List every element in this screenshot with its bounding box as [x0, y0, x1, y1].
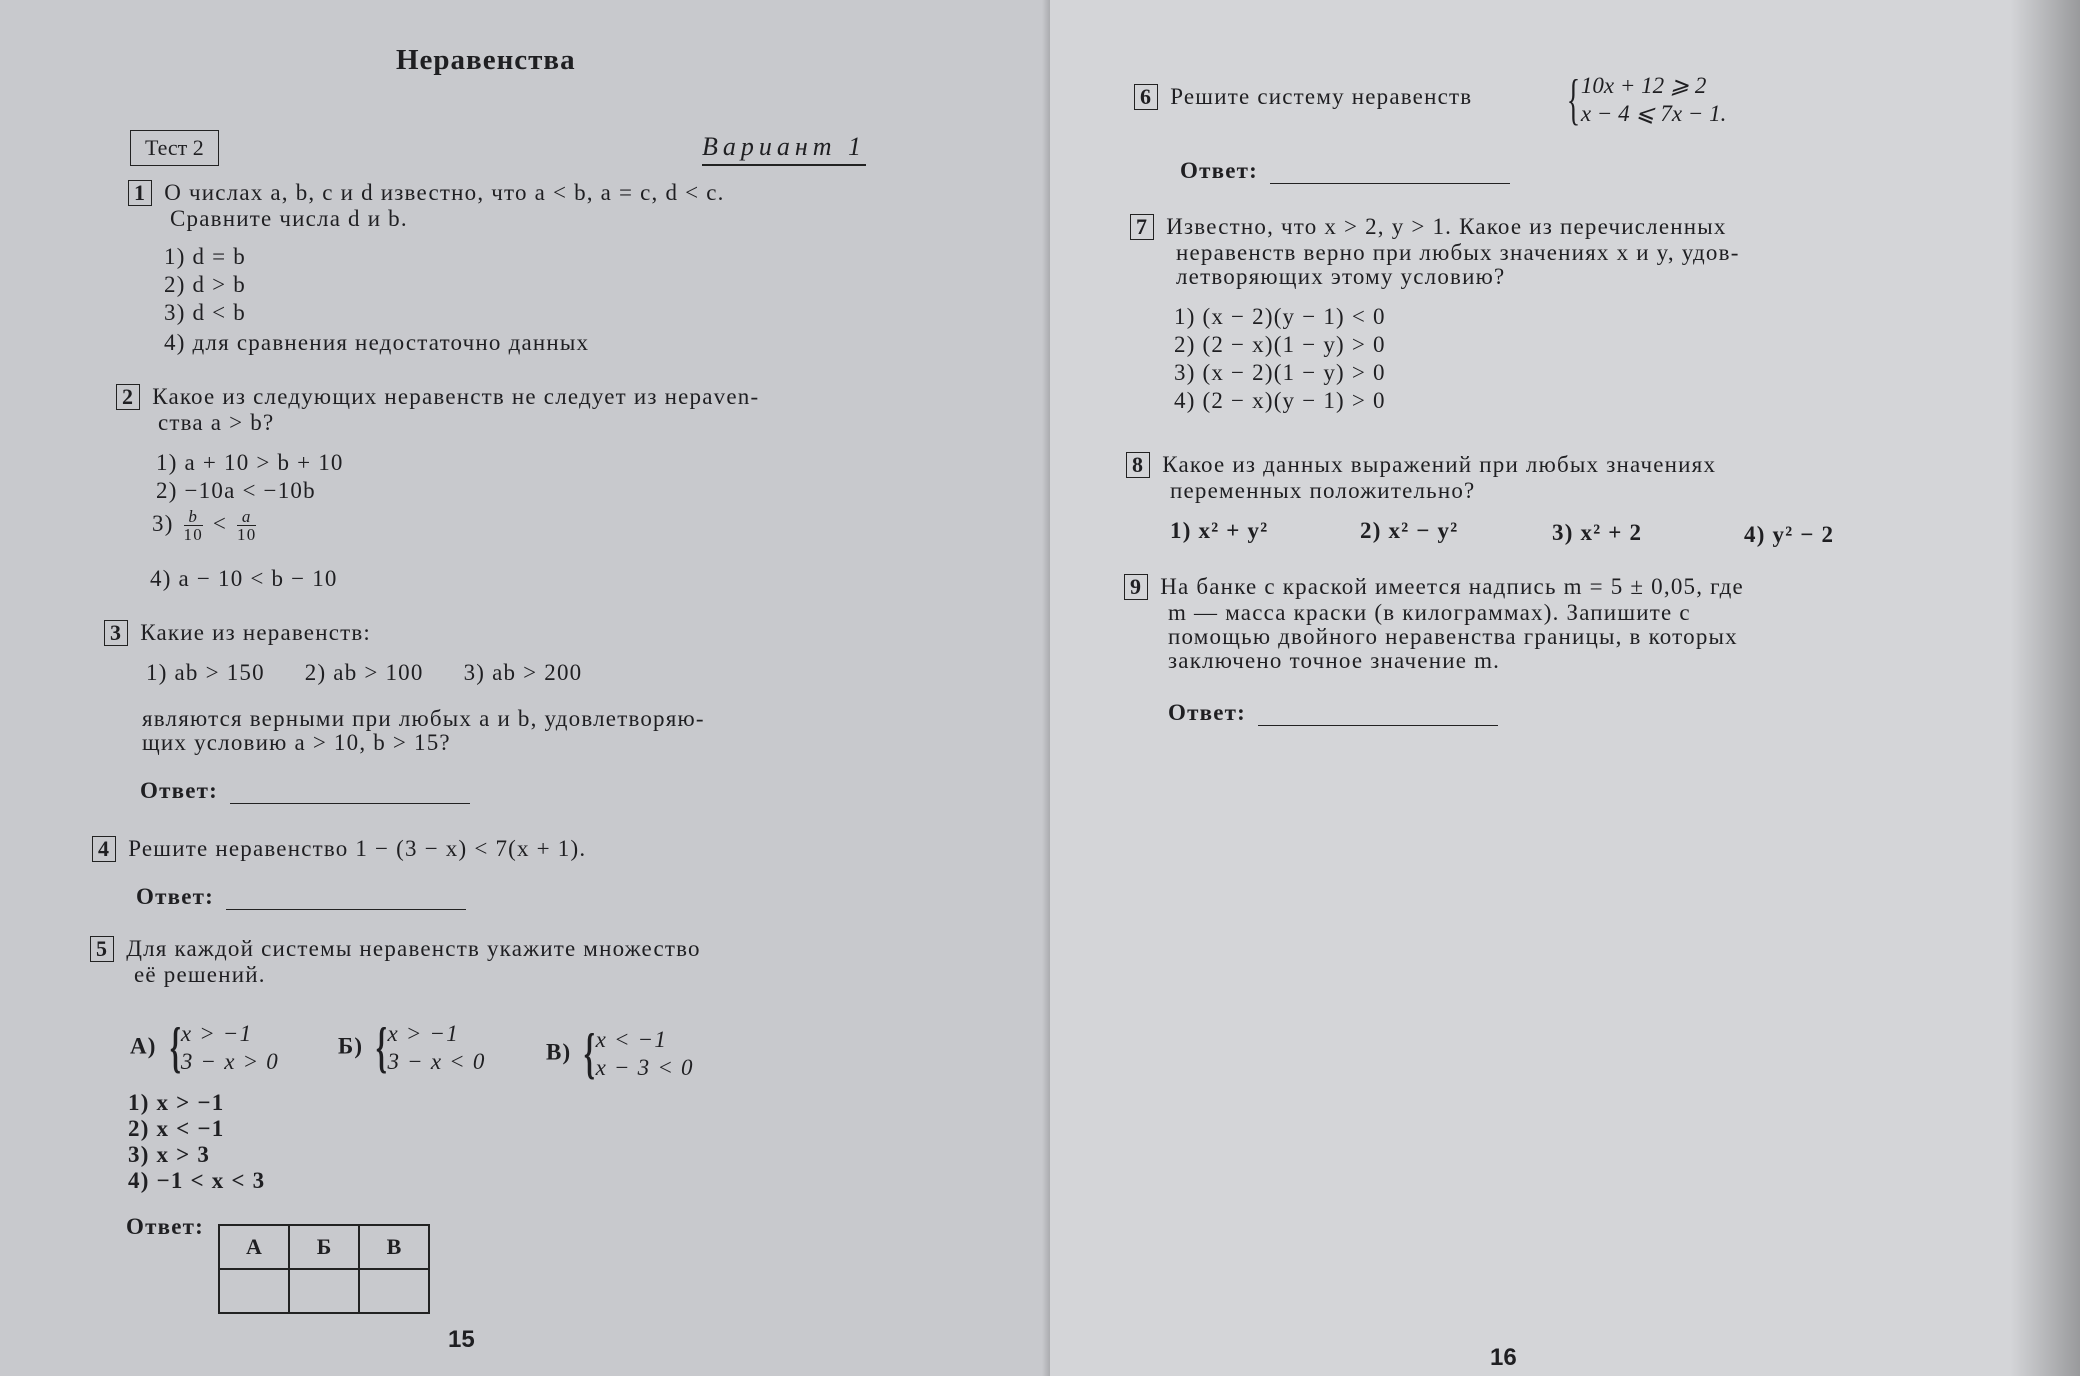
page-edge-shadow	[2010, 0, 2080, 1376]
answer-label: Ответ:	[136, 884, 214, 909]
answer-option-fraction	[152, 508, 259, 543]
answer-table	[218, 1224, 430, 1314]
question-4	[92, 836, 586, 862]
question-text: являются верными при любых a и b, удовлетворяю-	[142, 706, 705, 731]
answer-option: 4) y² − 2	[1744, 522, 1835, 547]
question-text: На банке с краской имеется надпись m = 5 ± 0,05, где	[1160, 574, 1744, 599]
answer-label: Ответ:	[1180, 158, 1258, 183]
question-number: 2	[116, 384, 140, 410]
question-text: заключено точное значение m.	[1168, 648, 1501, 673]
system-line: x − 4 ⩽ 7x − 1.	[1580, 101, 1727, 126]
fraction-numerator: a	[237, 508, 256, 526]
answer-option: 1) d = b	[164, 244, 246, 269]
question-text: Для каждой системы неравенств укажите множество	[126, 936, 701, 961]
answer-option: 2) x² − y²	[1360, 518, 1459, 543]
system-line: 10x + 12 ⩾ 2	[1580, 73, 1707, 98]
answer-field[interactable]	[140, 778, 470, 804]
answer-option: 2) x < −1	[128, 1116, 225, 1141]
question-number: 1	[128, 180, 152, 206]
answer-option: 2) (2 − x)(1 − y) > 0	[1174, 332, 1386, 357]
question-number: 4	[92, 836, 116, 862]
inequality-system: { 10x + 12 ⩾ 2 x − 4 ⩽ 7x − 1.	[1566, 69, 1727, 131]
answer-line[interactable]	[1258, 707, 1498, 726]
system-line: 3 − x > 0	[180, 1049, 279, 1074]
question-5	[90, 936, 701, 962]
inequality-system: { x > −1 3 − x > 0	[169, 1017, 279, 1079]
answer-option: 3) d < b	[164, 300, 246, 325]
answer-option: 1) x > −1	[128, 1090, 225, 1115]
answer-label: Ответ:	[1168, 700, 1246, 725]
question-6	[1134, 84, 1472, 110]
answer-option: 4) (2 − x)(y − 1) > 0	[1174, 388, 1386, 413]
answer-option: 3) ab > 200	[463, 660, 583, 685]
question-number: 7	[1130, 214, 1154, 240]
question-2	[116, 384, 759, 410]
right-page	[1050, 0, 2080, 1376]
answer-option: 1) a + 10 > b + 10	[156, 450, 344, 475]
question-number: 6	[1134, 84, 1158, 110]
answer-cell-b[interactable]	[289, 1269, 359, 1313]
answer-field[interactable]	[136, 884, 466, 910]
system-line: x > −1	[387, 1021, 459, 1046]
question-9	[1124, 574, 1744, 600]
question-text: Какое из следующих неравенств не следует из нераven-	[152, 384, 760, 409]
question-number: 3	[104, 620, 128, 646]
question-number: 8	[1126, 452, 1150, 478]
table-header: А	[219, 1225, 289, 1269]
answer-option: 3) x > 3	[128, 1142, 211, 1167]
answer-cell-c[interactable]	[359, 1269, 429, 1313]
page-title: Неравенства	[396, 44, 576, 76]
question-text: её решений.	[134, 962, 266, 987]
answer-option: 1) ab > 150	[146, 660, 265, 685]
question-text: Сравните числа d и b.	[170, 206, 408, 231]
system-label: Б)	[338, 1033, 364, 1059]
question-text: помощью двойного неравенства границы, в которых	[1168, 624, 1738, 649]
question-1	[128, 180, 725, 206]
answer-label: Ответ:	[126, 1214, 204, 1239]
answer-field[interactable]	[1180, 158, 1510, 184]
system-label: А)	[130, 1033, 157, 1059]
answer-option: 1) (x − 2)(y − 1) < 0	[1174, 304, 1386, 329]
inequality-system: { x > −1 3 − x < 0	[376, 1017, 486, 1079]
question-number: 5	[90, 936, 114, 962]
system-line: x > −1	[180, 1021, 253, 1046]
page-number: 16	[1490, 1344, 1517, 1371]
table-header: В	[359, 1225, 429, 1269]
question-8	[1126, 452, 1716, 478]
option-prefix: 3)	[152, 510, 174, 536]
question-text: переменных положительно?	[1170, 478, 1476, 503]
question-text: летворяющих этому условию?	[1176, 264, 1506, 289]
system-label: В)	[546, 1039, 572, 1065]
question-text: щих условию a > 10, b > 15?	[142, 730, 451, 755]
comparison-sign: <	[212, 510, 228, 536]
fraction-denominator: 10	[183, 525, 203, 544]
system-line: 3 − x < 0	[387, 1049, 486, 1074]
question-text: Какие из неравенств:	[140, 620, 372, 645]
question-text: Известно, что x > 2, y > 1. Какое из перечисленных	[1166, 214, 1727, 239]
question-number: 9	[1124, 574, 1148, 600]
answer-option: 2) d > b	[164, 272, 246, 297]
answer-field[interactable]	[1168, 700, 1498, 726]
answer-option: 2) ab > 100	[304, 660, 424, 685]
table-header: Б	[289, 1225, 359, 1269]
answer-cell-a[interactable]	[219, 1269, 289, 1313]
test-label: Тест 2	[130, 130, 219, 166]
answer-label: Ответ:	[140, 778, 218, 803]
system-line: x < −1	[595, 1027, 668, 1052]
system-c	[546, 1023, 694, 1085]
answer-line[interactable]	[1270, 165, 1510, 184]
variant-label: Вариант 1	[702, 132, 866, 166]
system-line: x − 3 < 0	[595, 1055, 694, 1080]
question-text: Решите систему неравенств	[1170, 84, 1473, 109]
question-text: ства a > b?	[158, 410, 275, 435]
question-text: Решите неравенство 1 − (3 − x) < 7(x + 1).	[128, 836, 587, 861]
answer-option: 2) −10a < −10b	[156, 478, 316, 503]
inequality-system: { x < −1 x − 3 < 0	[584, 1023, 694, 1085]
answer-line[interactable]	[230, 785, 470, 804]
options-row	[146, 660, 622, 686]
question-text: m — масса краски (в килограммах). Запишите с	[1168, 600, 1691, 625]
fraction-denominator: 10	[237, 525, 257, 544]
question-text: неравенств верно при любых значениях x и y, удов-	[1176, 240, 1740, 265]
question-7	[1130, 214, 1727, 240]
fraction	[184, 508, 203, 543]
fraction-numerator: b	[184, 508, 203, 526]
answer-option: 4) −1 < x < 3	[128, 1168, 266, 1193]
answer-line[interactable]	[226, 891, 466, 910]
system-b	[338, 1017, 486, 1079]
answer-option: 4) для сравнения недостаточно данных	[164, 330, 590, 355]
answer-option: 3) (x − 2)(1 − y) > 0	[1174, 360, 1386, 385]
fraction	[237, 508, 256, 543]
question-text: О числах a, b, c и d известно, что a < b, a = c, d < c.	[164, 180, 725, 205]
question-text: Какое из данных выражений при любых значениях	[1162, 452, 1717, 477]
answer-option: 1) x² + y²	[1170, 518, 1269, 543]
answer-option: 4) a − 10 < b − 10	[150, 566, 338, 591]
question-3	[104, 620, 371, 646]
system-a	[130, 1017, 279, 1079]
answer-option: 3) x² + 2	[1552, 520, 1643, 545]
page-number: 15	[448, 1326, 475, 1353]
